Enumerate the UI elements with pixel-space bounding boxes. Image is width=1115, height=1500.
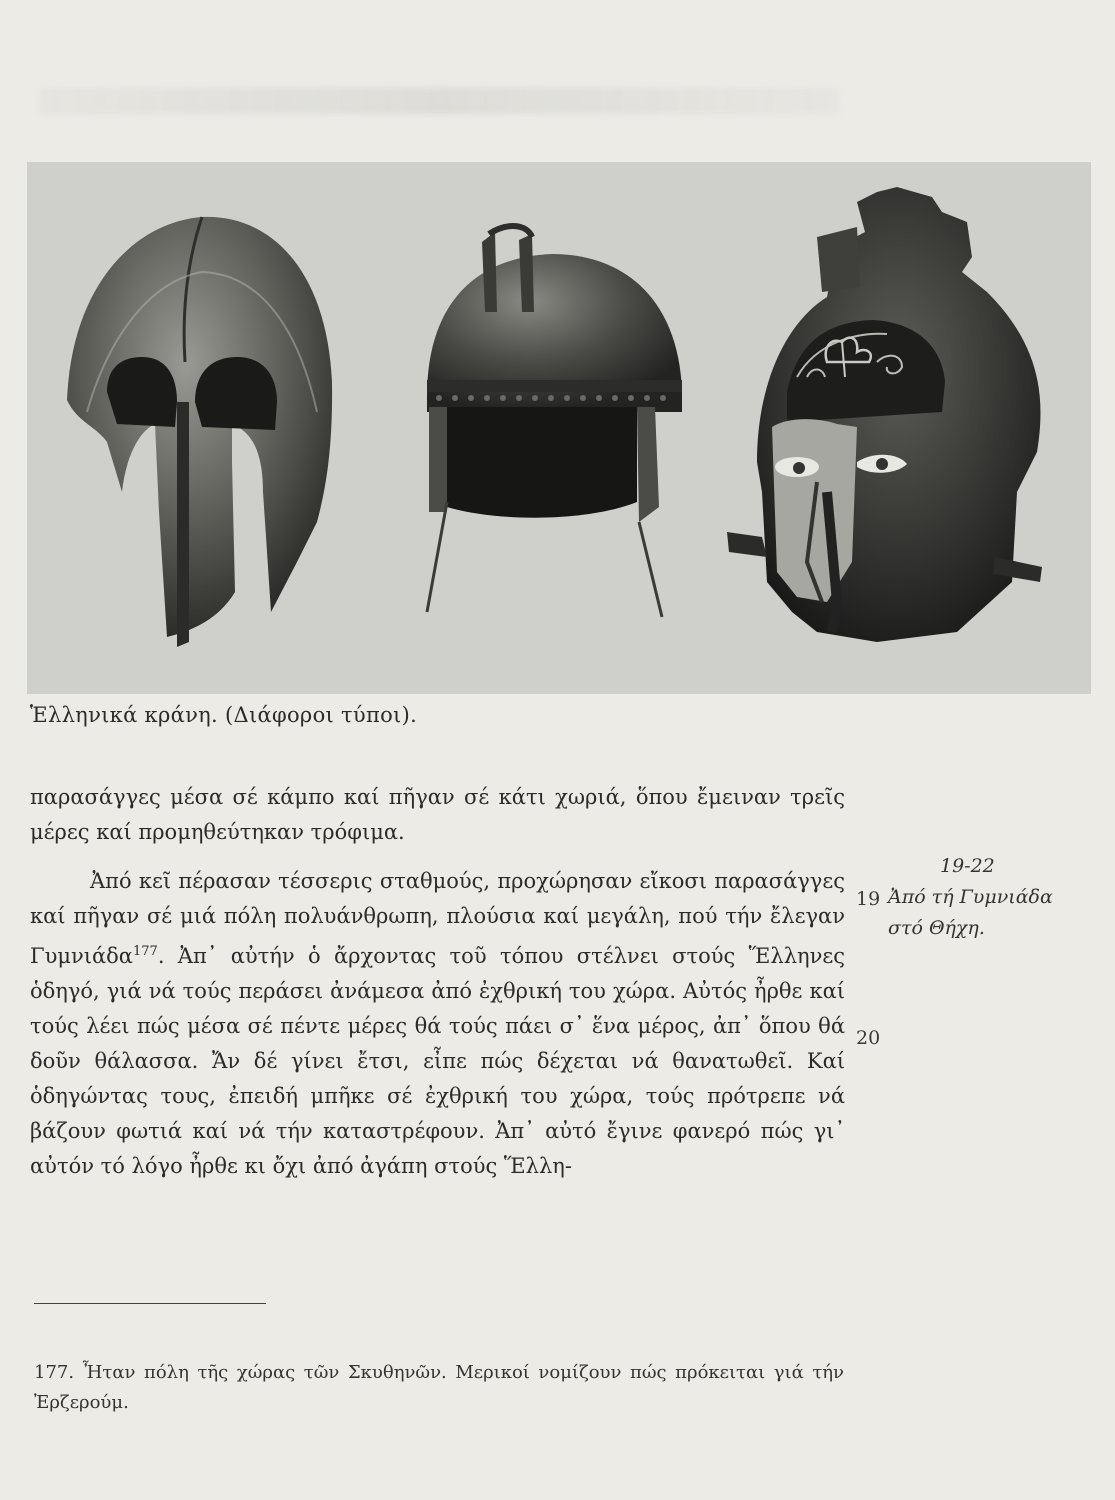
painted-helmet xyxy=(727,187,1042,642)
margin-note-text: Ἀπό τή Γυμνιάδα στό Θήχη. xyxy=(888,886,1053,939)
footnote-divider xyxy=(34,1303,266,1304)
footnote: 177. Ἦταν πόλη τῆς χώρας τῶν Σκυθηνῶν. Μερικοί νομίζουν πώς πρόκειται γιά τήν Ἐρζερούμ. xyxy=(34,1362,844,1413)
paragraph-2-part-b: . Ἀπ᾽ αὐτήν ὁ ἄρχοντας τοῦ τόπου στέλνει στούς Ἕλληνες ὁδηγό, γιά νά τούς περάσει ἀνάμεσα ἀπό ἐχθρική του χώρα. Αὐτός ἦρθε καί τούς λέει πώς μέσα σέ πέντε μέρες θά τούς πάει σ᾽ ἕνα μέρος, ἀπ᾽ ὅπου θά δοῦν θάλασσα. Ἄν δέ γίνει ἔτσι, εἶπε πώς δέχεται νά θανατωθεῖ. Καί ὁδηγώντας τους, ἐπειδή μπῆκε σέ ἐχθρική του χώρα, τούς πρότρεπε νά βάζουν φωτιά καί νά τήν καταστρέφουν. Ἀπ᾽ αὐτό ἔγινε φανερό πώς γι᾽ αὐτόν τό λόγο ἦρθε κι ὄχι ἀπό ἀγάπη στούς Ἕλλη- xyxy=(30,944,845,1178)
page-top-smudge xyxy=(40,88,840,114)
footnote-reference: 177 xyxy=(133,944,158,959)
paragraph-1: παρασάγγες μέσα σέ κάμπο καί πῆγαν σέ κάτι χωριά, ὅπου ἔμειναν τρεῖς μέρες καί προμηθεύτηκαν τρόφιμα. xyxy=(30,785,845,844)
paragraph-2 xyxy=(30,864,845,1184)
paragraph-2-part-a: Ἀπό κεῖ πέρασαν τέσσερις σταθμούς, προχώρησαν εἴκοσι παρασάγγες καί πῆγαν σέ μιά πόλη πολυάνθρωπη, πλούσια καί μεγάλη, πού τήν ἔλεγαν Γυμνιάδα xyxy=(30,869,845,968)
line-number-19: 19 xyxy=(856,888,881,910)
line-number-20: 20 xyxy=(856,1027,881,1049)
main-text xyxy=(30,780,845,1184)
figure-caption: Ἑλληνικά κράνη. (Διάφοροι τύποι). xyxy=(30,703,418,727)
margin-note-range: 19-22 xyxy=(940,855,995,877)
helmets-figure xyxy=(27,162,1091,694)
corinthian-helmet xyxy=(67,217,332,647)
chalcidian-helmet xyxy=(427,226,682,617)
margin-note xyxy=(888,851,1053,944)
